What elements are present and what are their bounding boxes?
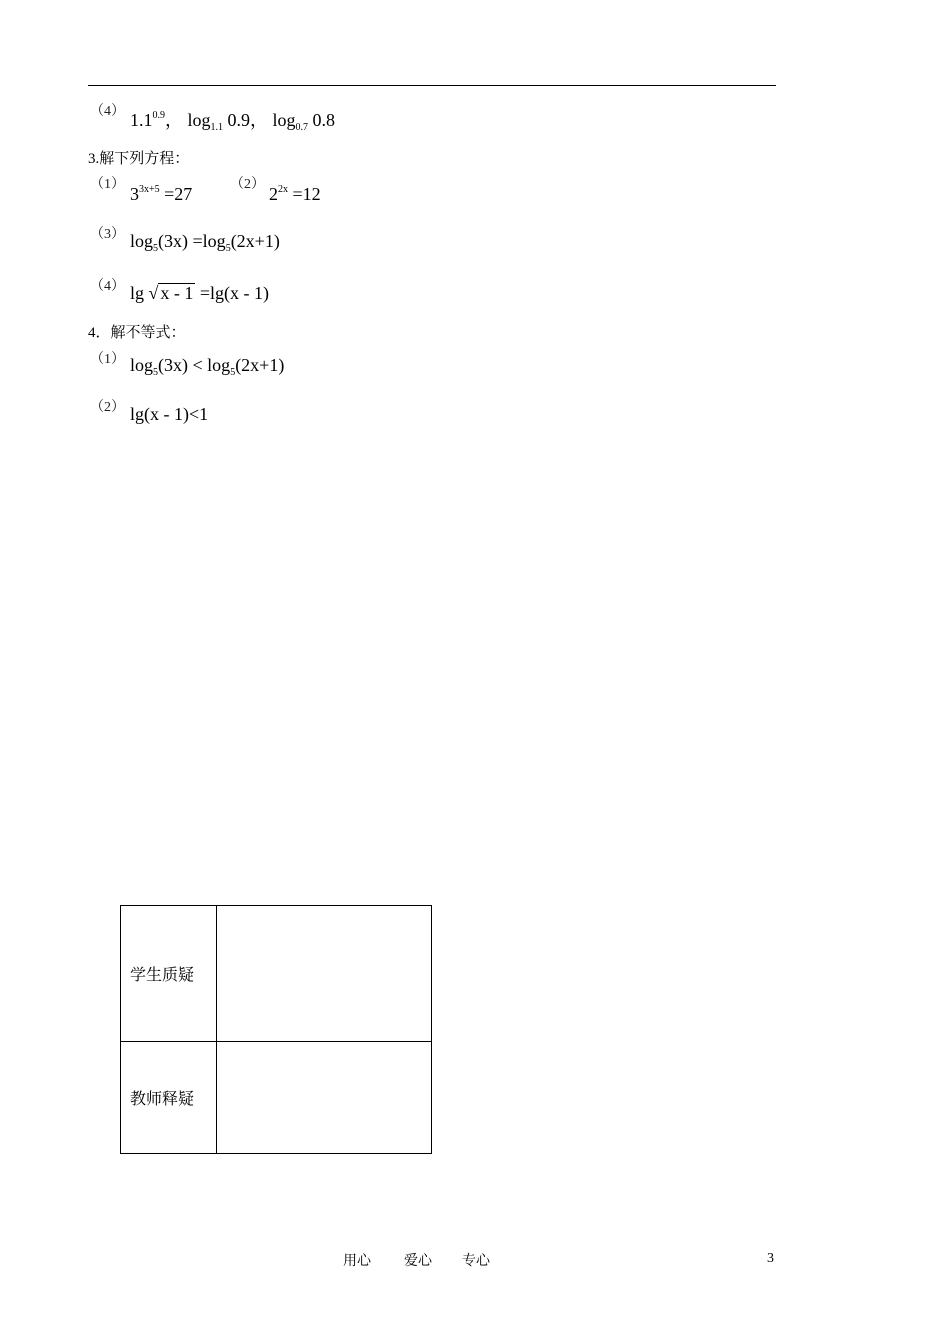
teacher-answer-label: 教师释疑: [121, 1042, 217, 1154]
q3-item4-number: （4）: [90, 279, 125, 294]
power-exponent: 2x: [278, 184, 288, 195]
log-base: 5: [225, 243, 231, 254]
power-base: 2: [269, 184, 278, 204]
q4-item2-inequality: lg(x - 1)<1: [130, 404, 209, 424]
log-arg: (3x): [158, 355, 189, 375]
table-row: [121, 906, 432, 1042]
power-base: 1.1: [130, 110, 153, 130]
radicand: x - 1: [160, 283, 194, 303]
log-arg: (3x): [158, 231, 189, 251]
section-4-heading: 4．解不等式：: [88, 325, 186, 341]
student-question-cell[interactable]: [217, 906, 432, 1042]
q3-item2-number: （2）: [230, 177, 265, 192]
q4-item2-number: （2）: [90, 400, 125, 415]
header-rule: [88, 85, 776, 86]
footer-text-2: 爱心: [404, 1254, 432, 1269]
log-base: 5: [230, 367, 236, 378]
log-term: log: [187, 110, 211, 130]
q3-item2-equation: [269, 184, 321, 205]
log-term: log: [130, 355, 154, 375]
q2-item4-number: （4）: [90, 104, 125, 119]
separator: ，: [165, 110, 183, 130]
equation-rhs: =lg(x - 1): [199, 283, 270, 303]
log-arg: 0.8: [312, 110, 336, 130]
footer-text-1: 用心: [343, 1254, 371, 1269]
log-arg: 0.9: [227, 110, 251, 130]
q4-item1-inequality: [130, 355, 284, 376]
equation-rhs: =12: [292, 184, 321, 204]
page-number: 3: [767, 1251, 774, 1266]
radical-icon: √: [148, 283, 159, 303]
q3-item1-equation: [130, 184, 192, 205]
qa-table: [120, 905, 432, 1154]
log-term: log: [272, 110, 296, 130]
log-base: 0.7: [295, 122, 309, 133]
q4-item1-number: （1）: [90, 352, 125, 367]
q3-item4-equation: [130, 283, 269, 304]
log-arg: (2x+1): [230, 231, 280, 251]
footer-text-3: 专心: [462, 1254, 490, 1269]
q3-item3-number: （3）: [90, 227, 125, 242]
teacher-answer-cell[interactable]: [217, 1042, 432, 1154]
lg-term: lg: [130, 283, 145, 303]
less-than-sign: <: [192, 355, 203, 375]
q3-item1-number: （1）: [90, 177, 125, 192]
log-term: log: [130, 231, 154, 251]
log-term: log: [207, 355, 231, 375]
q3-item3-equation: [130, 231, 280, 252]
equation-rhs: =27: [164, 184, 193, 204]
table-row: [121, 1042, 432, 1154]
student-question-label: 学生质疑: [121, 906, 217, 1042]
equals-sign: =: [192, 231, 203, 251]
log-base: 5: [153, 367, 159, 378]
separator: ，: [250, 110, 269, 130]
power-exponent: 0.9: [152, 110, 165, 121]
log-base: 1.1: [210, 122, 224, 133]
log-base: 5: [153, 243, 159, 254]
log-arg: (2x+1): [235, 355, 285, 375]
section-3-heading: 3.解下列方程：: [88, 151, 190, 167]
power-exponent: 3x+5: [139, 184, 160, 195]
log-term: log: [202, 231, 226, 251]
power-base: 3: [130, 184, 139, 204]
q2-item4-expression: [130, 106, 335, 132]
